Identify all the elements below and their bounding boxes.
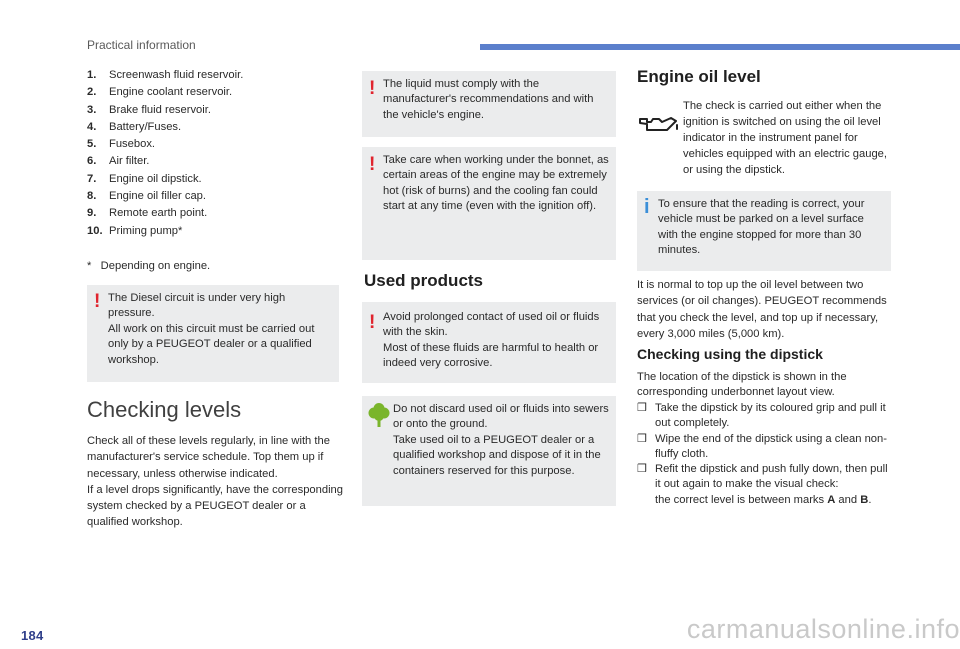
list-item: 1. Screenwash fluid reservoir. <box>87 69 244 81</box>
section-heading-engine-oil: Engine oil level <box>637 67 761 86</box>
warning-text: Avoid prolonged contact of used oil or fluids with the skin. Most of these fluids are harmful to health or indeed very corrosive. <box>383 311 600 370</box>
parts-list <box>87 67 243 240</box>
dipstick-intro: The location of the dipstick is shown in the corresponding underbonnet layout view. <box>637 371 847 399</box>
checkbox-icon: ❒ <box>637 402 647 414</box>
list-item: 4. Battery/Fuses. <box>87 120 182 133</box>
page-number: 184 <box>21 628 44 643</box>
list-item: ❒ Take the dipstick by its coloured grip and pull it out completely. <box>637 402 886 430</box>
list-item: 5. Fusebox. <box>87 138 156 151</box>
dipstick-steps <box>637 401 892 508</box>
list-item: 6. Air filter. <box>87 155 150 168</box>
warning-box-liquid <box>362 71 616 137</box>
warning-box-diesel <box>87 285 339 382</box>
exclamation-icon: ! <box>369 154 376 175</box>
list-item: ❒ Refit the dipstick and push fully down, then pull it out again to make the visual check: the correct level is between marks A and B. <box>637 463 888 506</box>
warning-text: Take care when working under the bonnet, as certain areas of the engine may be extremely hot (risk of burns) and the cooling fan could start at any time (even with the ignition off). <box>383 154 609 213</box>
list-item: 2. Engine coolant reservoir. <box>87 86 233 99</box>
tree-icon <box>368 403 390 429</box>
header-accent-bar <box>480 44 960 50</box>
section-title: Practical information <box>87 38 196 52</box>
list-item: 3. Brake fluid reservoir. <box>87 103 211 116</box>
warning-box-used-oil <box>362 302 616 383</box>
exclamation-icon: ! <box>369 78 376 99</box>
oil-can-icon <box>638 114 680 134</box>
list-item: ❒ Wipe the end of the dipstick using a clean non-fluffy cloth. <box>637 432 887 460</box>
exclamation-icon: ! <box>369 312 376 333</box>
info-box-reading <box>637 191 891 271</box>
section-heading-dipstick: Checking using the dipstick <box>637 346 823 362</box>
info-icon: i <box>644 196 650 218</box>
checkbox-icon: ❒ <box>637 463 647 476</box>
footnote: * Depending on engine. <box>87 260 211 272</box>
eco-text: Do not discard used oil or fluids into sewers or onto the ground. Take used oil to a PEUGEOT dealer or a qualified workshop and dispose of it in the containers reserved for this purpose. <box>393 403 609 477</box>
eco-box <box>362 396 616 506</box>
exclamation-icon: ! <box>94 291 101 312</box>
checking-levels-text: Check all of these levels regularly, in line with the manufacturer's service schedule. Top them up if necessary, unless otherwise indicated. If a level drops significantly, have the corresponding system checked by a PEUGEOT dealer or a qualified workshop. <box>87 435 344 529</box>
section-heading-checking-levels: Checking levels <box>87 397 242 422</box>
engine-oil-intro: The check is carried out either when the ignition is switched on using the oil level indicator in the instrument panel for vehicles equipped with an electric gauge, or using the dipstick. <box>683 100 887 177</box>
warning-text: The liquid must comply with the manufacturer's recommendations and with the vehicle's engine. <box>383 78 594 121</box>
mark-a: A <box>827 493 836 506</box>
checkbox-icon: ❒ <box>637 432 647 445</box>
watermark: carmanualsonline.info <box>686 614 960 644</box>
mark-b: B <box>860 493 869 506</box>
list-item: 9. Remote earth point. <box>87 207 208 220</box>
warning-text: The Diesel circuit is under very high pressure. All work on this circuit must be carried out only by a PEUGEOT dealer or a qualified workshop. <box>108 292 315 366</box>
list-item: 10. Priming pump* <box>87 224 183 237</box>
info-text: To ensure that the reading is correct, your vehicle must be parked on a level surface with the engine stopped for more than 30 minutes. <box>658 198 865 257</box>
section-heading-used-products: Used products <box>364 271 484 290</box>
list-item: 7. Engine oil dipstick. <box>87 172 202 185</box>
warning-box-bonnet <box>362 147 616 260</box>
engine-oil-normal-text: It is normal to top up the oil level between two services (or oil changes). PEUGEOT recommends that you check the level, and top up if necessary, every 3,000 miles (5,000 km). <box>637 279 887 340</box>
list-item: 8. Engine oil filler cap. <box>87 190 207 203</box>
